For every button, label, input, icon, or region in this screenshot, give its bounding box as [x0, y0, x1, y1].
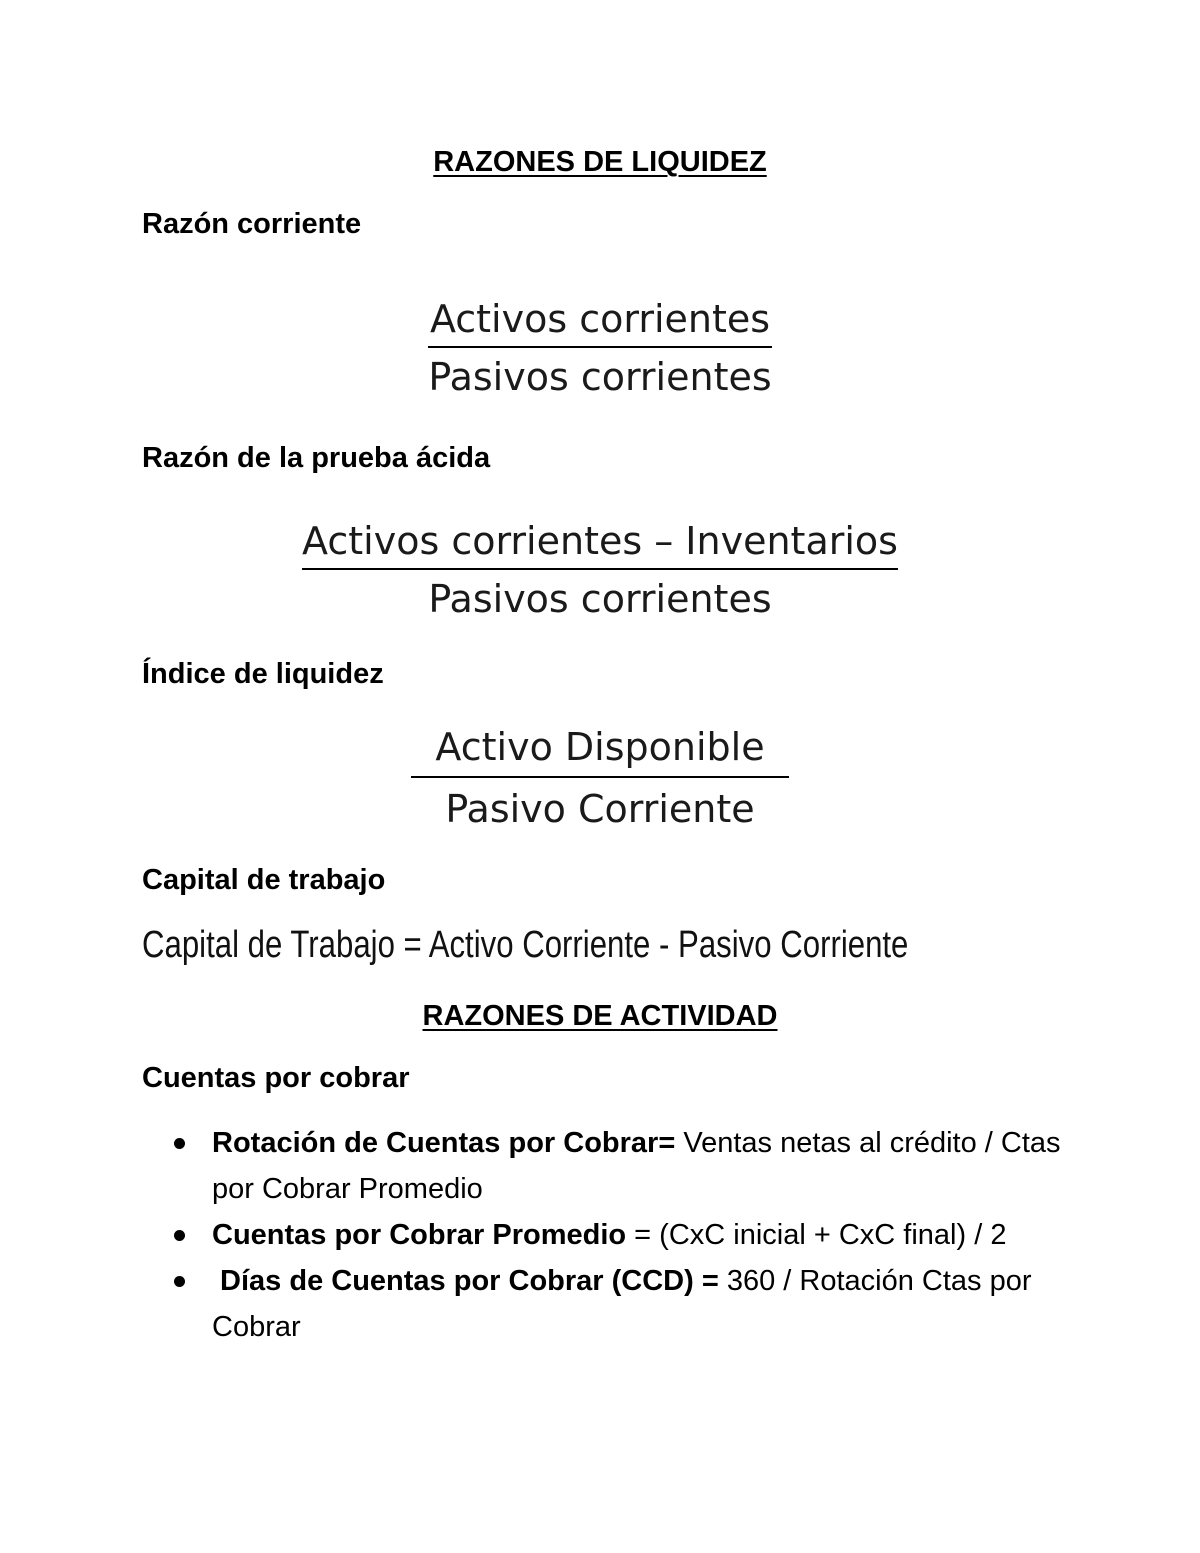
list-item-text: Ventas netas al crédito / Ctas por Cobrar Promedio: [212, 1127, 1061, 1205]
bullet-icon: [174, 1276, 185, 1287]
list-item-text: = (CxC inicial + CxC final) / 2: [626, 1219, 1007, 1251]
capital-trabajo-title: Capital de trabajo: [142, 864, 386, 896]
prueba-acida-formula: [0, 518, 1200, 622]
list-item-text: 360 / Rotación Ctas por Cobrar: [212, 1265, 1032, 1343]
indice-liquidez-formula: [0, 724, 1200, 832]
list-item: [172, 1212, 1072, 1258]
list-item-label: Rotación de Cuentas por Cobrar=: [212, 1127, 676, 1159]
razon-corriente-title: Razón corriente: [142, 208, 362, 240]
indice-liquidez-numerator: Activo Disponible: [435, 725, 765, 769]
indice-liquidez-title: Índice de liquidez: [142, 658, 384, 690]
fraction-bar: [428, 346, 771, 348]
actividad-heading: RAZONES DE ACTIVIDAD: [422, 1000, 778, 1032]
fraction-bar: [411, 776, 788, 778]
cuentas-cobrar-list: [172, 1120, 1072, 1350]
prueba-acida-numerator: Activos corrientes – Inventarios: [302, 519, 898, 563]
prueba-acida-denominator: Pasivos corrientes: [428, 577, 772, 621]
liquidez-heading: RAZONES DE LIQUIDEZ: [433, 146, 767, 178]
list-item: [172, 1258, 1072, 1350]
prueba-acida-title: Razón de la prueba ácida: [142, 442, 491, 474]
fraction-bar: [302, 568, 898, 570]
razon-corriente-numerator: Activos corrientes: [429, 297, 771, 341]
razon-corriente-denominator: Pasivos corrientes: [428, 355, 772, 399]
list-item-label: Cuentas por Cobrar Promedio: [212, 1219, 627, 1251]
indice-liquidez-denominator: Pasivo Corriente: [445, 787, 755, 831]
bullet-icon: [174, 1138, 185, 1149]
bullet-icon: [174, 1230, 185, 1241]
razon-corriente-formula: [0, 296, 1200, 400]
capital-trabajo-formula: Capital de Trabajo = Activo Corriente - Pasivo Corriente: [142, 924, 909, 966]
list-item: [172, 1120, 1072, 1212]
cuentas-cobrar-title: Cuentas por cobrar: [142, 1062, 410, 1094]
list-item-label: Días de Cuentas por Cobrar (CCD) =: [212, 1265, 719, 1297]
